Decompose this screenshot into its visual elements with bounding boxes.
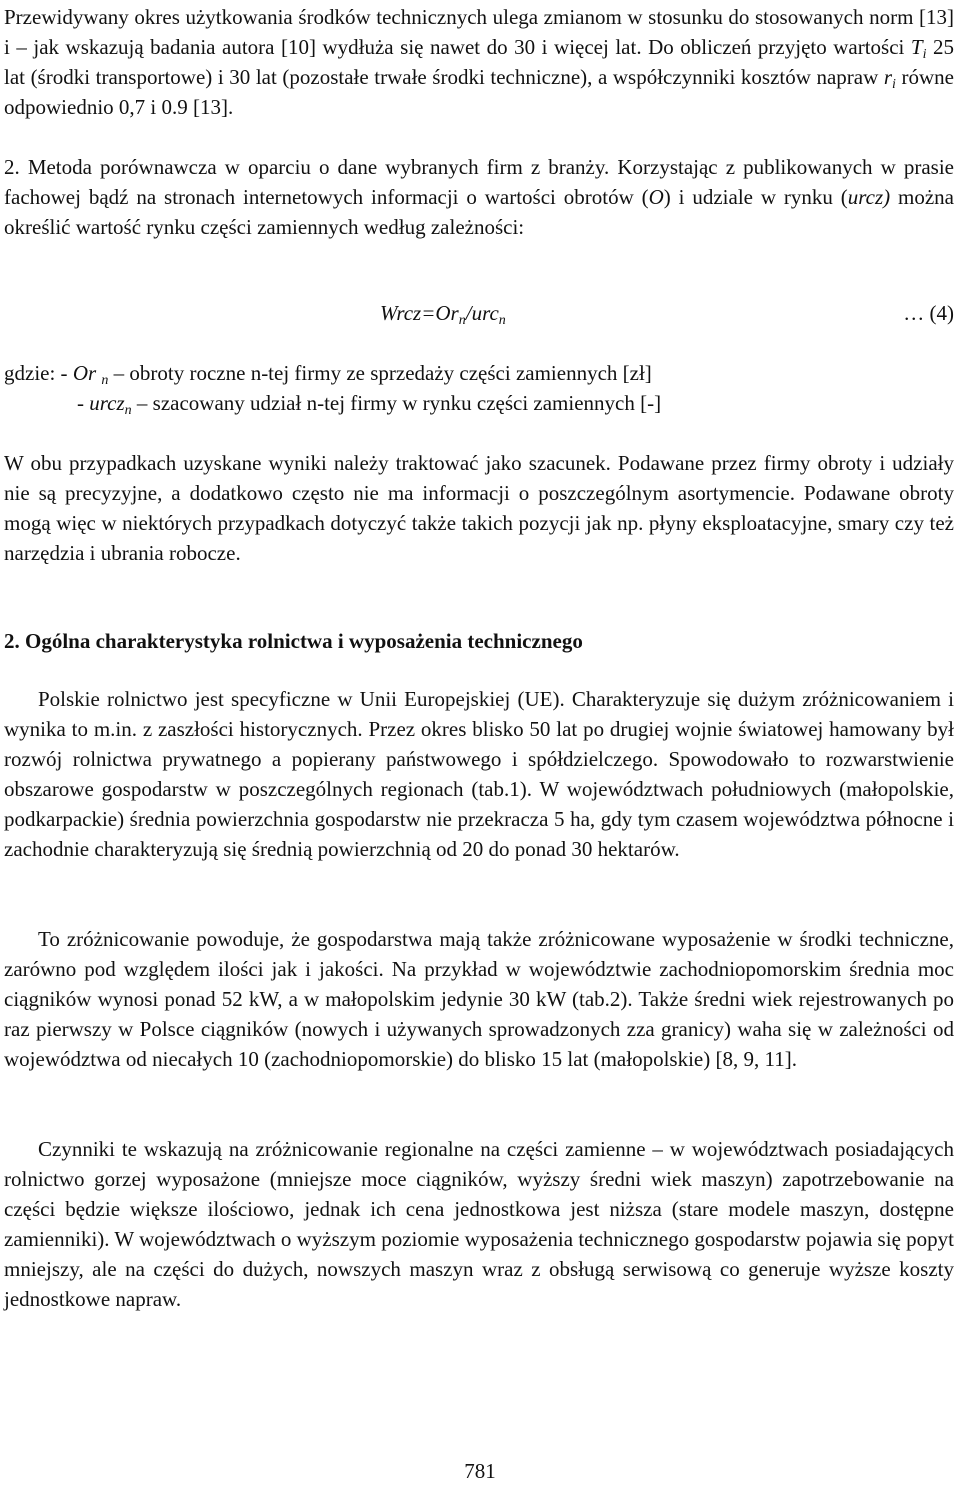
formula-subscript: n bbox=[458, 313, 466, 328]
subscript: n bbox=[101, 373, 109, 388]
text-segment: 25 lat (środki transportowe) i 30 lat (pozostałe trwałe środki techniczne), a współczynniki kosztów napraw bbox=[4, 35, 954, 89]
page-number: 781 bbox=[464, 1459, 496, 1483]
symbol-Or bbox=[72, 361, 109, 388]
paragraph-estimate: W obu przypadkach uzyskane wyniki należy traktować jako szacunek. Podawane przez firmy obroty i udziały nie są precyzyjne, a dodatkowo często nie ma informacji o poszczególnym asortymencie. Podawane obroty mogą więc w niektórych przypadkach dotyczyć także takich pozycji jak np. płyny eksploatacyjne, smary czy też narzędzia i ubrania robocze. bbox=[4, 451, 954, 565]
subscript: i bbox=[892, 77, 896, 92]
symbol-letter: Or bbox=[72, 361, 102, 385]
definition-prefix: gdzie: - bbox=[4, 361, 73, 385]
paragraph-agriculture: Polskie rolnictwo jest specyficzne w Unii Europejskiej (UE). Charakteryzuje się dużym zróżnicowaniem i wynika to m.in. z zaszłości historycznych. Przez okres blisko 50 lat po drugiej wojnie światowej hamowany był rozwój rolnictwa prywatnego a popierany państwowego i spółdzielczego. Spowodowało to rozwarstwienie obszarowe gospodarstw w poszczególnych regionach (tab.1). W województwach południowych (małopolskie, podkarpackie) średnia powierzchnia gospodarstw nie przekracza 5 ha, gdy tym czasem województwa północne i zachodnie charakteryzują się średnią powierzchnią od 20 do ponad 30 hektarów. bbox=[4, 687, 954, 861]
subscript: n bbox=[124, 403, 132, 418]
formula-text: /urc bbox=[465, 301, 499, 325]
equation-number: … (4) bbox=[903, 301, 954, 325]
formula-subscript: n bbox=[498, 313, 506, 328]
text-segment: ) i udziale w rynku ( bbox=[663, 185, 848, 209]
symbol-urcz: urcz) bbox=[847, 185, 891, 209]
symbol-r bbox=[883, 65, 896, 92]
paragraph-lifetime bbox=[4, 2, 954, 122]
text-segment: Przewidywany okres użytkowania środków technicznych ulega zmianom w stosunku do stosowanych norm [13] i – jak wskazują badania autora [10] wydłuża się nawet do 30 i więcej lat. Do obliczeń przyjęto wartości bbox=[4, 5, 954, 59]
definition-row bbox=[4, 358, 954, 388]
formula-4 bbox=[380, 298, 506, 328]
definition-prefix: - bbox=[77, 391, 90, 415]
symbol-urcz bbox=[89, 391, 132, 418]
symbol-letter: r bbox=[883, 65, 893, 89]
text-segment: 2. Metoda porównawcza w oparciu o dane wybranych firm z branży. Korzystając z publikowanych w prasie fachowej bądź na stronach internetowych informacji o wartości obrotów ( bbox=[4, 155, 954, 209]
paragraph-method bbox=[4, 152, 954, 242]
subscript: i bbox=[922, 47, 927, 62]
text-segment: równe odpowiednio 0,7 i 0.9 [13]. bbox=[4, 65, 954, 119]
section-heading: 2. Ogólna charakterystyka rolnictwa i wyposażenia technicznego bbox=[4, 629, 583, 653]
formula-text: Wrcz=Or bbox=[380, 301, 459, 325]
paragraph-factors: Czynniki te wskazują na zróżnicowanie regionalne na części zamienne – w województwach posiadających rolnictwo gorzej wyposażone (mniejsze moce ciągników, wyższy średni wiek maszyn) zapotrzebowanie na części będzie większe ilościowo, jednak ich cena jednostkowa jest niższa (stare modele maszyn, dostępne zamienniki). W województwach o wyższym poziomie wyposażenia technicznego gospodarstw pojawia się popyt mniejszy, ale na części do dużych, nowszych maszyn wraz z obsługą serwisową co generuje wyższe koszty jednostkowe napraw. bbox=[4, 1137, 954, 1311]
paragraph-equipment: To zróżnicowanie powoduje, że gospodarstwa mają także zróżnicowane wyposażenie w środki techniczne, zarówno pod względem ilości jak i jakości. Na przykład w województwie zachodniopomorskim średnia moc ciągników wynosi ponad 52 kW, a w małopolskim jedynie 30 kW (tab.2). Także średni wiek rejestrowanych po raz pierwszy w Polsce ciągników (nowych i używanych sprowadzonych zza granicy) waha się w zależności od województwa od niecałych 10 (zachodniopomorskie) do blisko 15 lat (małopolskie) [8, 9, 11]. bbox=[4, 927, 954, 1071]
symbol-T bbox=[910, 35, 927, 62]
definition-text: – obroty roczne n-tej firmy ze sprzedaży części zamiennych [zł] bbox=[108, 361, 652, 385]
symbol-letter: urcz bbox=[89, 391, 125, 415]
symbol-letter: T bbox=[910, 35, 923, 59]
formula-definitions bbox=[4, 358, 954, 418]
definition-text: – szacowany udział n-tej firmy w rynku części zamiennych [-] bbox=[131, 391, 662, 415]
definition-row bbox=[4, 388, 954, 418]
text-segment: można określić wartość rynku części zamiennych według zależności: bbox=[4, 185, 954, 239]
symbol-O: O bbox=[648, 185, 664, 209]
